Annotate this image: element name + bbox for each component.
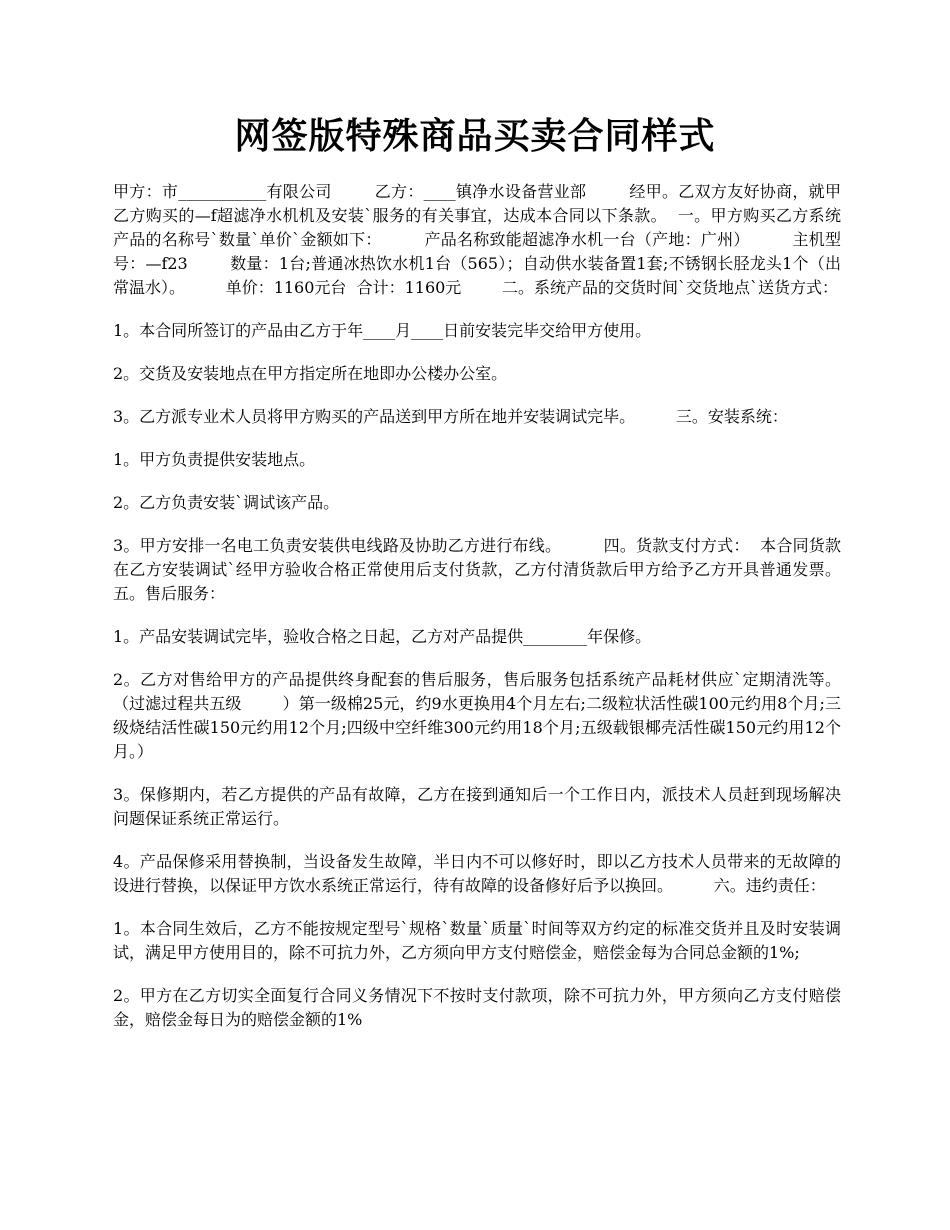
paragraph-installation-site: 1。甲方负责提供安装地点。 (113, 450, 316, 469)
paragraph-after-sales: 2。乙方对售给甲方的产品提供终身配套的售后服务，售后服务包括系统产品耗材供应`定期清洗等。（过滤过程共五级 ）第一级棉25元，约9水更换用4个月左右;二级粒状活性碳100元约用8个月;三级烧结活性碳150元约用12个月;四级中空纤维300元约用18个月;五级载银椰壳活性碳150元约用12个月。） (113, 670, 841, 761)
paragraph-delivery-time: 1。本合同所签订的产品由乙方于年____月____日前安装完毕交给甲方使用。 (113, 321, 652, 340)
paragraph-payment: 3。甲方安排一名电工负责安装供电线路及协助乙方进行布线。 四。货款支付方式： 本合同货款在乙方安装调试`经甲方验收合格正常使用后支付货款，乙方付清货款后甲方给予乙方开具普通发票。 五。售后服务： (113, 536, 882, 603)
paragraph-installation-debug: 2。乙方负责安装`调试该产品。 (113, 493, 340, 512)
paragraph-delivery-place: 2。交货及安装地点在甲方指定所在地即办公楼办公室。 (113, 364, 508, 383)
document-title: 网签版特殊商品买卖合同样式 (234, 115, 716, 157)
paragraph-seller-liability: 1。本合同生效后，乙方不能按规定型号`规格`数量`质量`时间等双方约定的标准交货并且及时安装调试，满足甲方使用目的，除不可抗力外，乙方须向甲方支付赔偿金，赔偿金每为合同总金额的1%; (113, 919, 841, 962)
document-body (113, 180, 882, 1051)
paragraph-repair-response: 3。保修期内，若乙方提供的产品有故障，乙方在接到通知后一个工作日内，派技术人员赶到现场解决问题保证系统正常运行。 (113, 785, 841, 828)
paragraph-warranty: 1。产品安装调试完毕，验收合格之日起，乙方对产品提供________年保修。 (113, 627, 652, 646)
paragraph-buyer-liability: 2。甲方在乙方切实全面复行合同义务情况下不按时支付款项，除不可抗力外，甲方须向乙方支付赔偿金，赔偿金每日为的赔偿金额的1% (113, 986, 841, 1029)
paragraph-intro: 甲方：市___________有限公司 乙方：____镇净水设备营业部 经甲。乙双方友好协商，就甲乙方购买的—f超滤净水机机及安装`服务的有关事宜，达成本合同以下条款。 一。甲方购买乙方系统产品的名称号`数量`单价`金额如下： 产品名称致能超滤净水机一台（产地：广州） 主机型号：—f23 数量：1台;普通冰热饮水机1台（565）；自动供水装备置1套;不锈钢长胫龙头1个（出常温水）。 单价：1160元台 合计：1160元 二。系统产品的交货时间`交货地点`送货方式： (113, 182, 841, 297)
paragraph-replacement: 4。产品保修采用替换制，当设备发生故障，半日内不可以修好时，即以乙方技术人员带来的无故障的设进行替换，以保证甲方饮水系统正常运行，待有故障的设备修好后予以换回。 六。违约责任： (113, 852, 841, 895)
paragraph-installation-staff: 3。乙方派专业术人员将甲方购买的产品送到甲方所在地并安装调试完毕。 三。安装系统： (113, 407, 788, 426)
